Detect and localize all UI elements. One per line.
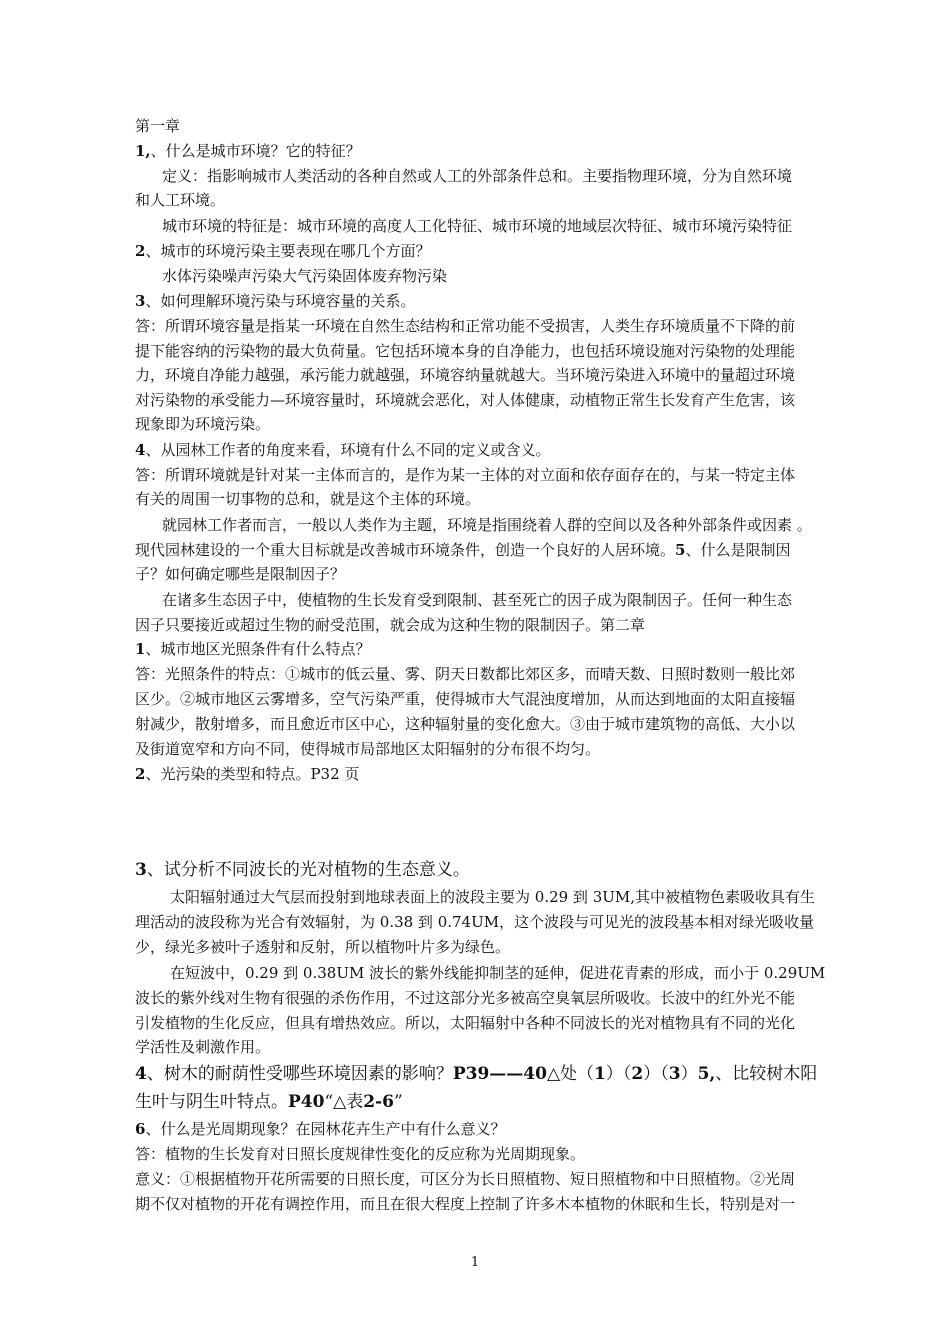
text: 因子只要接近或超过生物的耐受范围，就会成为这种生物的限制因子。第二章 <box>135 616 646 634</box>
text: 子？如何确定哪些是限制因子？ <box>135 565 346 583</box>
text: “△表 <box>324 1092 364 1112</box>
page-ref: P39——40 <box>452 1064 547 1084</box>
text: 答：所谓环境就是针对某一主体而言的，是作为某一主体的对立面和依存面存在的，与某一特定主体 <box>135 466 796 484</box>
text: 答：所谓环境容量是指某一环境在自然生态结构和正常功能不受损害，人类生存环境质量不下降的前 <box>135 317 796 335</box>
question-number: 2 <box>135 765 146 783</box>
text-line <box>162 165 792 187</box>
text: ” <box>393 1092 403 1112</box>
text: 期不仅对植物的开花有调控作用，而且在很大程度上控制了许多木本植物的休眠和生长，特别是对一 <box>135 1195 796 1213</box>
marker: 1 <box>594 1064 606 1084</box>
text: 有关的周围一切事物的总和，就是这个主体的环境。 <box>135 490 481 508</box>
text: △处（ <box>546 1064 595 1084</box>
text-line <box>135 987 795 1009</box>
text-line <box>135 713 795 735</box>
text-line <box>162 514 812 536</box>
text-line <box>135 1168 795 1190</box>
question-line <box>135 1118 505 1140</box>
text-line <box>135 936 510 958</box>
question-number: 3 <box>135 292 146 310</box>
text-line <box>135 738 600 760</box>
text: 现象即为环境污染。 <box>135 415 271 433</box>
text: 水体污染噪声污染大气污染固体废弃物污染 <box>162 267 448 285</box>
text-line <box>135 1193 795 1215</box>
marker: 3 <box>668 1064 681 1084</box>
text: 意义：①根据植物开花所需要的日照长度，可区分为长日照植物、短日照植物和中日照植物。②光周 <box>135 1170 796 1188</box>
text: 、光污染的类型和特点。P32 页 <box>145 765 360 783</box>
text-line <box>135 663 795 685</box>
text: ）（ <box>643 1064 669 1084</box>
text-line <box>135 315 795 337</box>
text: 答：植物的生长发育对日照长度规律性变化的反应称为光周期现象。 <box>135 1145 586 1163</box>
question-number: 2 <box>135 242 146 260</box>
text: 力，环境自净能力越强，承污能力就越强，环境容纳量就越大。当环境污染进入环境中的量超过环境 <box>135 366 796 384</box>
question-line <box>135 763 359 785</box>
text: 在短波中，0.29 到 0.38UM 波长的紫外线能抑制茎的延伸，促进花青素的形成，而小于 0.29UM <box>170 964 826 982</box>
text-line <box>170 886 815 908</box>
text: 、试分析不同波长的光对植物的生态意义。 <box>146 860 470 880</box>
table-ref: 2-6 <box>363 1092 394 1112</box>
text: 对污染物的承受能力—环境容量时，环境就会恶化，对人体健康，动植物正常生长发育产生危害，该 <box>135 391 796 409</box>
text-line <box>135 413 270 435</box>
text: 、比较树木阳 <box>715 1064 818 1084</box>
chapter-heading <box>135 115 180 137</box>
text: 生叶与阴生叶特点。 <box>135 1092 288 1112</box>
text-line <box>135 1091 403 1113</box>
question-number: 3 <box>135 860 147 880</box>
text: 、城市地区光照条件有什么特点？ <box>145 640 371 658</box>
text-line <box>135 340 795 362</box>
text: 和人工环境。 <box>135 191 226 209</box>
text-line <box>135 488 480 510</box>
text: 答：光照条件的特点：①城市的低云量、雾、阴天日数都比郊区多，而晴天数、日照时数则一般比郊 <box>135 665 796 683</box>
text: ） <box>680 1064 698 1084</box>
question-number: 4 <box>135 441 146 459</box>
text: 、从园林工作者的角度来看，环境有什么不同的定义或含义。 <box>145 441 551 459</box>
question-number: 1, <box>135 142 151 160</box>
text: 波长的紫外线对生物有很强的杀伤作用，不过这部分光多被高空臭氧层所吸收。长波中的红外光不能 <box>135 989 796 1007</box>
question-number: 6 <box>135 1120 146 1138</box>
question-line <box>135 1063 817 1085</box>
text: 、城市的环境污染主要表现在哪几个方面？ <box>145 242 431 260</box>
text: 、什么是限制因 <box>685 541 791 559</box>
text: ）（ <box>605 1064 632 1084</box>
text-line <box>162 215 792 237</box>
question-line <box>135 240 430 262</box>
question-line <box>135 439 550 461</box>
question-line <box>135 140 361 162</box>
question-number: 5, <box>697 1064 716 1084</box>
text-line <box>135 688 795 710</box>
question-number: 5 <box>675 541 686 559</box>
text: 引发植物的生化反应，但具有增热效应。所以，太阳辐射中各种不同波长的光对植物具有不同的光化 <box>135 1014 796 1032</box>
text: 少，绿光多被叶子透射和反射，所以植物叶片多为绿色。 <box>135 938 511 956</box>
text-line <box>135 464 795 486</box>
text: 射减少，散射增多，而且愈近市区中心，这种辐射量的变化愈大。③由于城市建筑物的高低、大小以 <box>135 715 796 733</box>
text-line <box>135 364 795 386</box>
question-line <box>135 290 415 312</box>
text: 在诸多生态因子中，使植物的生长发育受到限制、甚至死亡的因子成为限制因子。任何一种生态 <box>162 591 793 609</box>
text-line <box>135 614 645 636</box>
text-line <box>162 265 447 287</box>
text: 及街道宽窄和方向不同，使得城市局部地区太阳辐射的分布很不均匀。 <box>135 740 601 758</box>
text: 、树木的耐荫性受哪些环境因素的影响？ <box>146 1064 453 1084</box>
text: 、如何理解环境污染与环境容量的关系。 <box>145 292 416 310</box>
text: 提下能容纳的污染物的最大负荷量。它包括环境本身的自净能力，也包括环境设施对污染物的处理能 <box>135 342 796 360</box>
text-line <box>135 389 795 411</box>
page-number: 1 <box>470 1255 480 1270</box>
text: 就园林工作者而言，一般以人类作为主题，环境是指围绕着人群的空间以及各种外部条件或因素 。 <box>162 516 812 534</box>
text: 、什么是城市环境？它的特征？ <box>150 142 361 160</box>
text: 第一章 <box>135 117 181 135</box>
marker: 2 <box>631 1064 644 1084</box>
text-line <box>135 189 225 211</box>
question-line <box>135 638 370 660</box>
text-line <box>135 563 345 585</box>
text-line <box>162 589 792 611</box>
text-line <box>135 1143 585 1165</box>
text: 太阳辐射通过大气层而投射到地球表面上的波段主要为 0.29 到 3UM,其中被植物色素吸收具有生 <box>170 888 816 906</box>
text: 城市环境的特征是：城市环境的高度人工化特征、城市环境的地域层次特征、城市环境污染特征 <box>162 217 793 235</box>
question-line <box>135 859 470 881</box>
text: 现代园林建设的一个重大目标就是改善城市环境条件，创造一个良好的人居环境。 <box>135 541 676 559</box>
text: 理活动的波段称为光合有效辐射，为 0.38 到 0.74UM，这个波段与可见光的波段基本相对绿光吸收量 <box>135 913 815 931</box>
text: 区少。②城市地区云雾增多，空气污染严重，使得城市大气混浊度增加，从而达到地面的太阳直接辐 <box>135 690 796 708</box>
text-line <box>135 539 790 561</box>
text: 定义：指影响城市人类活动的各种自然或人工的外部条件总和。主要指物理环境，分为自然环境 <box>162 167 793 185</box>
text-line <box>170 962 825 984</box>
text: 、什么是光周期现象？在园林花卉生产中有什么意义？ <box>145 1120 506 1138</box>
text-line <box>135 1036 270 1058</box>
text: 学活性及刺激作用。 <box>135 1038 271 1056</box>
page-ref: P40 <box>288 1092 325 1112</box>
question-number: 1 <box>135 640 146 658</box>
text-line <box>135 911 814 933</box>
question-number: 4 <box>135 1064 147 1084</box>
text-line <box>135 1012 795 1034</box>
